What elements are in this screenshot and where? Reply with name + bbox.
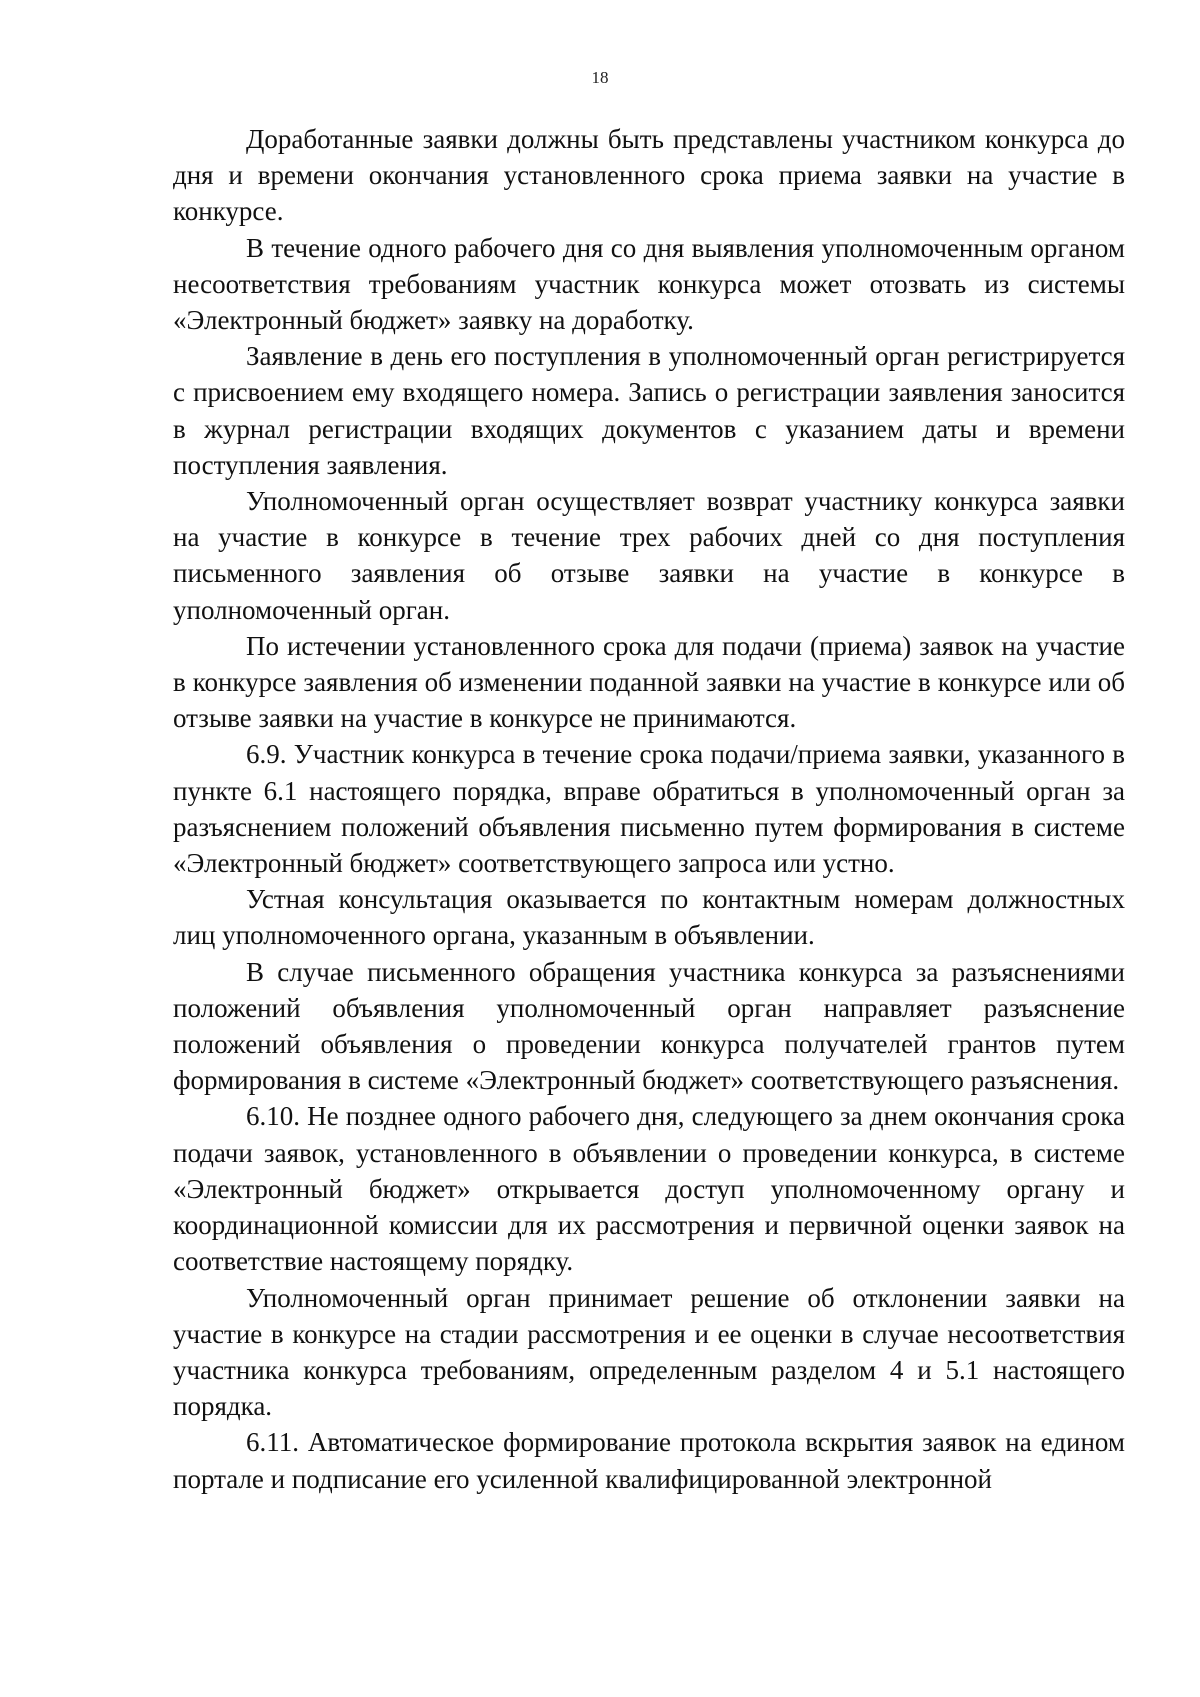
paragraph: Уполномоченный орган принимает решение об отклонении заявки на участие в конкурсе на стадии рассмотрения и ее оценки в случае несоответствия участника конкурса требованиям, определенным разделом 4 и 5.1 настоящего порядка.	[173, 1282, 1125, 1422]
page-number: 18	[591, 68, 609, 87]
paragraph-6-9: 6.9. Участник конкурса в течение срока подачи/приема заявки, указанного в пункте 6.1 настоящего порядка, вправе обратиться в уполномоченный орган за разъяснением положений объявления письменно путем формирования в системе «Электронный бюджет» соответствующего запроса или устно.	[173, 739, 1125, 879]
paragraph: Доработанные заявки должны быть представлены участником конкурса до дня и времени окончания установленного срока приема заявки на участие в конкурсе.	[173, 124, 1125, 227]
document-body	[173, 121, 1125, 1497]
paragraph-6-11: 6.11. Автоматическое формирование протокола вскрытия заявок на едином портале и подписание его усиленной квалифицированной электронной	[173, 1427, 1125, 1494]
paragraph: В течение одного рабочего дня со дня выявления уполномоченным органом несоответствия требованиям участник конкурса может отозвать из системы «Электронный бюджет» заявку на доработку.	[173, 232, 1125, 336]
paragraph: Уполномоченный орган осуществляет возврат участнику конкурса заявки на участие в конкурсе в течение трех рабочих дней со дня поступления письменного заявления об отзыве заявки на участие в конкурсе в уполномоченный орган.	[173, 486, 1125, 625]
paragraph-6-10: 6.10. Не позднее одного рабочего дня, следующего за днем окончания срока подачи заявок, установленного в объявлении о проведении конкурса, в системе «Электронный бюджет» открывается доступ уполномоченному органу и координационной комиссии для их рассмотрения и первичной оценки заявок на соответствие настоящему порядку.	[173, 1101, 1125, 1277]
paragraph: По истечении установленного срока для подачи (приема) заявок на участие в конкурсе заявления об изменении поданной заявки на участие в конкурсе или об отзыве заявки на участие в конкурсе не принимаются.	[173, 630, 1125, 734]
paragraph: В случае письменного обращения участника конкурса за разъяснениями положений объявления уполномоченный орган направляет разъяснение положений объявления о проведении конкурса получателей грантов путем формирования в системе «Электронный бюджет» соответствующего разъяснения.	[173, 956, 1125, 1096]
paragraph: Устная консультация оказывается по контактным номерам должностных лиц уполномоченного органа, указанным в объявлении.	[173, 884, 1125, 951]
paragraph: Заявление в день его поступления в уполномоченный орган регистрируется с присвоением ему входящего номера. Запись о регистрации заявления заносится в журнал регистрации входящих документов с указанием даты и времени поступления заявления.	[173, 341, 1125, 480]
